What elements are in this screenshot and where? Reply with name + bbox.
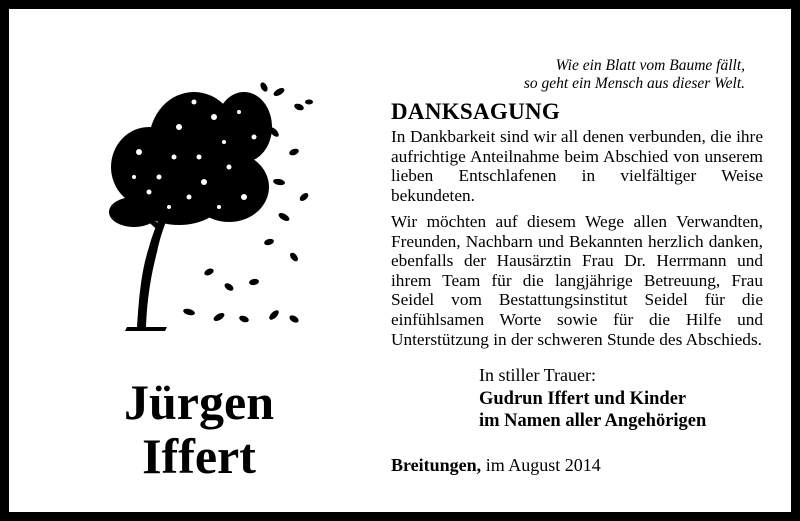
place: Breitungen, <box>391 455 482 475</box>
motto-line-2: so geht ein Mensch aus dieser Welt. <box>523 75 745 92</box>
mourning-line-1: Gudrun Iffert und Kinder <box>479 389 687 409</box>
date: im August 2014 <box>485 455 601 475</box>
place-date <box>391 455 601 476</box>
deceased-first-name: Jürgen <box>124 374 274 430</box>
thanks-paragraph-2: Wir möchten auf diesem Wege allen Verwandten, Freunden, Nachbarn und Bekannten herzlich danken, ebenfalls der Hausärztin Frau Dr. Herrmann und ihrem Team für die langjährige Betreuung, Frau Seidel vom Bestattungsinstitut Seidel für die einfühlsamen Worte sowie für die Hilfe und Unterstützung in der schweren Stunde des Abschieds. <box>391 212 763 349</box>
heading: DANKSAGUNG <box>391 99 561 124</box>
mourning-names <box>479 389 706 432</box>
deceased-last-name: Iffert <box>142 428 256 484</box>
motto <box>524 57 745 93</box>
thanks-paragraph-1: In Dankbarkeit sind wir all denen verbunden, die ihre aufrichtige Anteilnahme beim Abschied von unserem lieben Entschlafenen in vielfältiger Weise bekundeten. <box>391 127 763 205</box>
mourning-line-2: im Namen aller Angehörigen <box>479 410 707 431</box>
motto-line-1: Wie ein Blatt vom Baume fällt, <box>555 57 745 74</box>
tree-with-falling-leaves-icon <box>79 57 329 347</box>
mourning-intro: In stiller Trauer: <box>479 365 596 385</box>
